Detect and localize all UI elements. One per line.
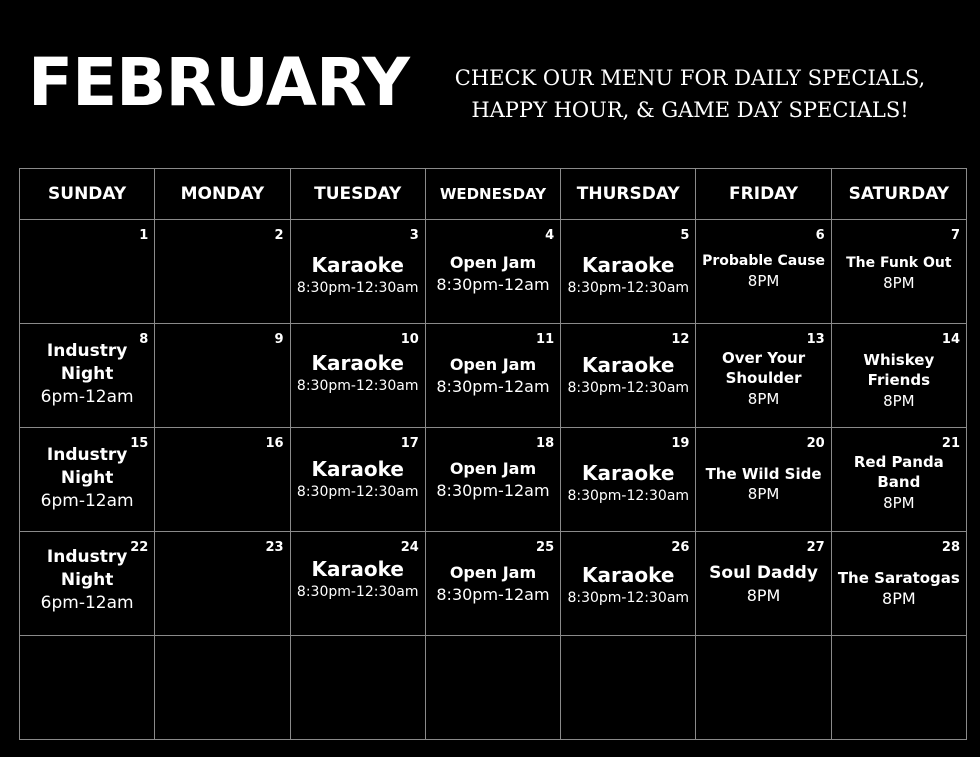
event-title: Karaoke: [311, 351, 404, 375]
day-cell: [290, 532, 425, 636]
day-cell: [155, 428, 290, 532]
event-time: 8PM: [747, 485, 780, 504]
day-cell: [561, 324, 696, 428]
event-title: Night: [60, 569, 114, 590]
date-number: 15: [130, 436, 149, 451]
event: [20, 444, 154, 513]
event-time: 8:30pm-12:30am: [296, 484, 419, 500]
event-time: 8PM: [747, 271, 780, 290]
date-number: 24: [400, 540, 419, 555]
event: [426, 252, 560, 295]
date-number: 22: [130, 540, 149, 555]
event-title: Open Jam: [449, 355, 537, 374]
date-number: 3: [409, 228, 419, 243]
event-time: 8:30pm-12am: [436, 584, 550, 604]
event-time: 8:30pm-12am: [436, 274, 550, 294]
date-number: 17: [400, 436, 419, 451]
day-cell: [831, 220, 966, 324]
event: [561, 252, 695, 298]
event-title: Red Panda: [853, 453, 944, 471]
event: [832, 568, 966, 610]
calendar-grid: [19, 168, 967, 740]
day-cell: [425, 428, 560, 532]
date-number: 6: [815, 228, 825, 243]
event-title: Night: [60, 363, 114, 384]
event-title: Soul Daddy: [709, 563, 818, 583]
event-title: Karaoke: [582, 563, 675, 587]
day-cell: [696, 220, 831, 324]
event: [426, 562, 560, 605]
weekday-friday: FRIDAY: [696, 169, 831, 220]
event-time: 6pm-12am: [40, 592, 134, 613]
day-cell: [290, 324, 425, 428]
day-cell: [20, 220, 155, 324]
date-number: 4: [545, 228, 555, 243]
day-cell: [831, 428, 966, 532]
event-title: The Funk Out: [846, 255, 952, 271]
date-number: 26: [671, 540, 690, 555]
event-time: 8:30pm-12am: [436, 480, 550, 500]
date-number: 23: [265, 540, 284, 555]
date-number: 16: [265, 436, 284, 451]
event-title: Industry: [46, 341, 128, 361]
event: [291, 252, 425, 298]
event-time: 6pm-12am: [40, 386, 134, 407]
week-row: [20, 220, 967, 324]
day-cell: [561, 428, 696, 532]
event-time: 8:30pm-12:30am: [296, 584, 419, 600]
event: [561, 460, 695, 506]
event-title: Open Jam: [449, 459, 537, 478]
month-title: FEBRUARY: [28, 44, 409, 121]
event: [696, 464, 830, 505]
event: [561, 352, 695, 398]
weekday-thursday: THURSDAY: [561, 169, 696, 220]
event-time: 8PM: [746, 585, 781, 605]
event: [20, 340, 154, 409]
event-time: 6pm-12am: [40, 490, 134, 511]
event-title: Shoulder: [725, 369, 802, 388]
date-number: 25: [536, 540, 555, 555]
event-title: Karaoke: [582, 461, 675, 485]
day-cell: [831, 324, 966, 428]
day-cell: [561, 636, 696, 740]
event-time: 8:30pm-12:30am: [296, 280, 419, 296]
event-time: 8:30pm-12:30am: [567, 280, 690, 296]
date-number: 18: [536, 436, 555, 451]
day-cell: [696, 324, 831, 428]
event: [426, 458, 560, 501]
event: [20, 546, 154, 615]
day-cell: [696, 532, 831, 636]
weekday-wednesday: WEDNESDAY: [425, 169, 560, 220]
day-cell: [561, 220, 696, 324]
date-number: 2: [274, 228, 284, 243]
date-number: 13: [806, 332, 825, 347]
event-title: Industry: [46, 445, 128, 465]
day-cell: [425, 220, 560, 324]
date-number: 7: [950, 228, 960, 243]
event: [291, 350, 425, 396]
date-number: 1: [139, 228, 149, 243]
day-cell: [290, 428, 425, 532]
weekday-header-row: [20, 169, 967, 220]
event-title: Industry: [46, 547, 128, 567]
event: [561, 562, 695, 608]
event-time: 8:30pm-12:30am: [567, 380, 690, 396]
event-time: 8:30pm-12:30am: [567, 488, 690, 504]
week-row: [20, 428, 967, 532]
day-cell: [425, 532, 560, 636]
date-number: 19: [671, 436, 690, 451]
day-cell: [290, 636, 425, 740]
event-title: Karaoke: [311, 253, 404, 277]
day-cell: [425, 636, 560, 740]
event: [832, 452, 966, 513]
date-number: 12: [671, 332, 690, 347]
weekday-saturday: SATURDAY: [831, 169, 966, 220]
specials-tagline: [430, 62, 950, 126]
event: [696, 252, 830, 291]
event-title: The Saratogas: [837, 569, 960, 587]
event: [832, 350, 966, 411]
event-title: Whiskey: [863, 351, 935, 369]
event-title: Night: [60, 467, 114, 488]
event-time: 8PM: [883, 273, 915, 292]
event-title: Karaoke: [582, 353, 675, 377]
week-row: [20, 532, 967, 636]
day-cell: [425, 324, 560, 428]
day-cell: [20, 428, 155, 532]
event: [426, 354, 560, 397]
date-number: 5: [680, 228, 690, 243]
day-cell: [155, 220, 290, 324]
event-time: 8PM: [882, 589, 916, 609]
day-cell: [155, 636, 290, 740]
day-cell: [831, 532, 966, 636]
day-cell: [20, 324, 155, 428]
date-number: 21: [941, 436, 960, 451]
tagline-line-1: CHECK OUR MENU FOR DAILY SPECIALS,: [454, 66, 926, 90]
day-cell: [696, 636, 831, 740]
event: [696, 348, 830, 409]
date-number: 10: [400, 332, 419, 347]
day-cell: [20, 636, 155, 740]
event-title: Open Jam: [449, 563, 537, 582]
weekday-monday: MONDAY: [155, 169, 290, 220]
date-number: 9: [274, 332, 284, 347]
day-cell: [561, 532, 696, 636]
date-number: 28: [941, 540, 960, 555]
event-title: Friends: [867, 371, 931, 390]
event-title: Karaoke: [582, 253, 675, 277]
event-time: 8:30pm-12am: [436, 376, 550, 396]
event: [696, 562, 830, 607]
event: [832, 254, 966, 293]
day-cell: [155, 532, 290, 636]
day-cell: [155, 324, 290, 428]
event-time: 8:30pm-12:30am: [567, 590, 690, 606]
event-time: 8PM: [747, 389, 780, 408]
event-time: 8PM: [883, 493, 915, 512]
day-cell: [290, 220, 425, 324]
date-number: 11: [536, 332, 555, 347]
week-row: [20, 636, 967, 740]
date-number: 14: [941, 332, 960, 347]
week-row: [20, 324, 967, 428]
date-number: 27: [806, 540, 825, 555]
date-number: 8: [139, 332, 149, 347]
tagline-line-2: HAPPY HOUR, & GAME DAY SPECIALS!: [471, 98, 909, 122]
day-cell: [20, 532, 155, 636]
event-title: Band: [877, 473, 921, 492]
event-title: Over Your: [721, 349, 806, 367]
weekday-tuesday: TUESDAY: [290, 169, 425, 220]
date-number: 20: [806, 436, 825, 451]
event-time: 8PM: [883, 391, 915, 410]
event-title: The Wild Side: [705, 465, 822, 483]
event: [291, 456, 425, 502]
event-title: Karaoke: [311, 557, 404, 581]
event-title: Karaoke: [311, 457, 404, 481]
event-title: Probable Cause: [702, 253, 826, 269]
event: [291, 556, 425, 602]
event-title: Open Jam: [449, 253, 537, 272]
event-time: 8:30pm-12:30am: [296, 378, 419, 394]
weekday-sunday: SUNDAY: [20, 169, 155, 220]
day-cell: [831, 636, 966, 740]
day-cell: [696, 428, 831, 532]
